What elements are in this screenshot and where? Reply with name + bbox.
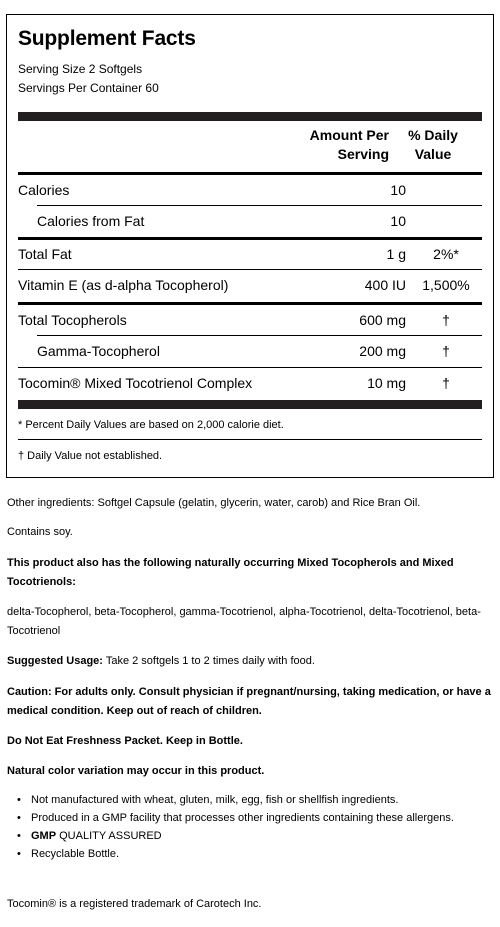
nutrient-label: Tocomin® Mixed Tocotrienol Complex [18,375,253,391]
usage-label: Suggested Usage: [7,655,103,667]
nutrient-amount: 10 mg [367,375,406,391]
also-has-heading: This product also has the following naturally occurring Mixed Tocopherols and Mixed Tocotrienols: [7,557,454,588]
suggested-usage [7,652,491,671]
recyclable-text: Recyclable Bottle. [31,848,120,860]
nutrient-row [18,239,482,269]
nutrient-amount: 600 mg [359,312,406,328]
servings-per-container: Servings Per Container 60 [18,81,159,95]
nutrient-row [18,305,482,335]
contains-soy: Contains soy. [7,526,73,538]
nutrient-label: Calories [18,182,70,198]
nutrient-row [18,270,482,300]
nutrient-dv: † [442,343,450,359]
footnote-divider [18,439,482,440]
nutrient-row [18,368,482,398]
gmp-label: GMP [31,830,57,842]
color-variation-note: Natural color variation may occur in this product. [7,765,265,777]
nutrient-amount: 200 mg [359,343,406,359]
nutrient-row [18,336,482,366]
amount-per-serving-header [257,126,389,164]
feature-list [7,792,491,864]
gmp-text: QUALITY ASSURED [56,830,162,842]
nutrient-label: Total Tocopherols [18,312,127,328]
panel-title: Supplement Facts [18,27,196,50]
also-has-list: delta-Tocopherol, beta-Tocopherol, gamma-Tocotrienol, alpha-Tocotrienol, delta-Tocotrienol, beta-Tocotrienol [7,606,481,637]
other-ingredients: Other ingredients: Softgel Capsule (gelatin, glycerin, water, carob) and Rice Bran Oil. [7,497,421,509]
nutrient-label: Gamma-Tocopherol [37,343,160,359]
list-item [7,828,491,844]
nutrient-dv: 2%* [433,246,459,262]
list-item [7,810,491,826]
nutrient-label: Vitamin E (as d-alpha Tocopherol) [18,277,229,293]
amount-header-line1: Amount Per [309,127,389,143]
usage-text: Take 2 softgels 1 to 2 times daily with food. [102,655,315,667]
bullet-icon: • [17,812,21,824]
bullet-icon: • [17,794,21,806]
nutrient-amount: 400 IU [364,277,406,293]
footnote-percent: * Percent Daily Values are based on 2,000 calorie diet. [18,419,284,431]
list-item-text: Produced in a GMP facility that processes other ingredients containing these allergens. [31,812,454,824]
amount-header-line2: Serving [337,146,389,162]
supplement-facts-panel [6,14,494,478]
dv-header-line1: % Daily [408,127,458,143]
nutrient-dv: 1,500% [422,277,470,293]
caution: Caution: For adults only. Consult physician if pregnant/nursing, taking medication, or have a medical condition. Keep out of reach of children. [7,686,491,717]
nutrient-dv: † [442,312,450,328]
nutrient-amount: 10 [390,182,406,198]
trademark-note: Tocomin® is a registered trademark of Carotech Inc. [7,898,262,910]
footnote-dagger: † Daily Value not established. [18,450,163,462]
bullet-icon: • [17,830,21,842]
nutrient-label: Calories from Fat [37,213,145,229]
list-item [7,846,491,862]
nutrient-row [18,175,482,205]
nutrient-amount: 10 [390,213,406,229]
thick-divider [18,112,482,121]
daily-value-header [397,126,469,164]
list-item-text: Not manufactured with wheat, gluten, milk, egg, fish or shellfish ingredients. [31,794,399,806]
list-item [7,792,491,808]
freshness-note: Do Not Eat Freshness Packet. Keep in Bottle. [7,735,243,747]
nutrient-label: Total Fat [18,246,72,262]
serving-size: Serving Size 2 Softgels [18,62,143,76]
dv-header-line2: Value [414,146,452,162]
nutrient-dv: † [442,375,450,391]
bullet-icon: • [17,848,21,860]
thick-divider [18,400,482,409]
nutrient-amount: 1 g [386,246,406,262]
nutrient-row [18,206,482,236]
